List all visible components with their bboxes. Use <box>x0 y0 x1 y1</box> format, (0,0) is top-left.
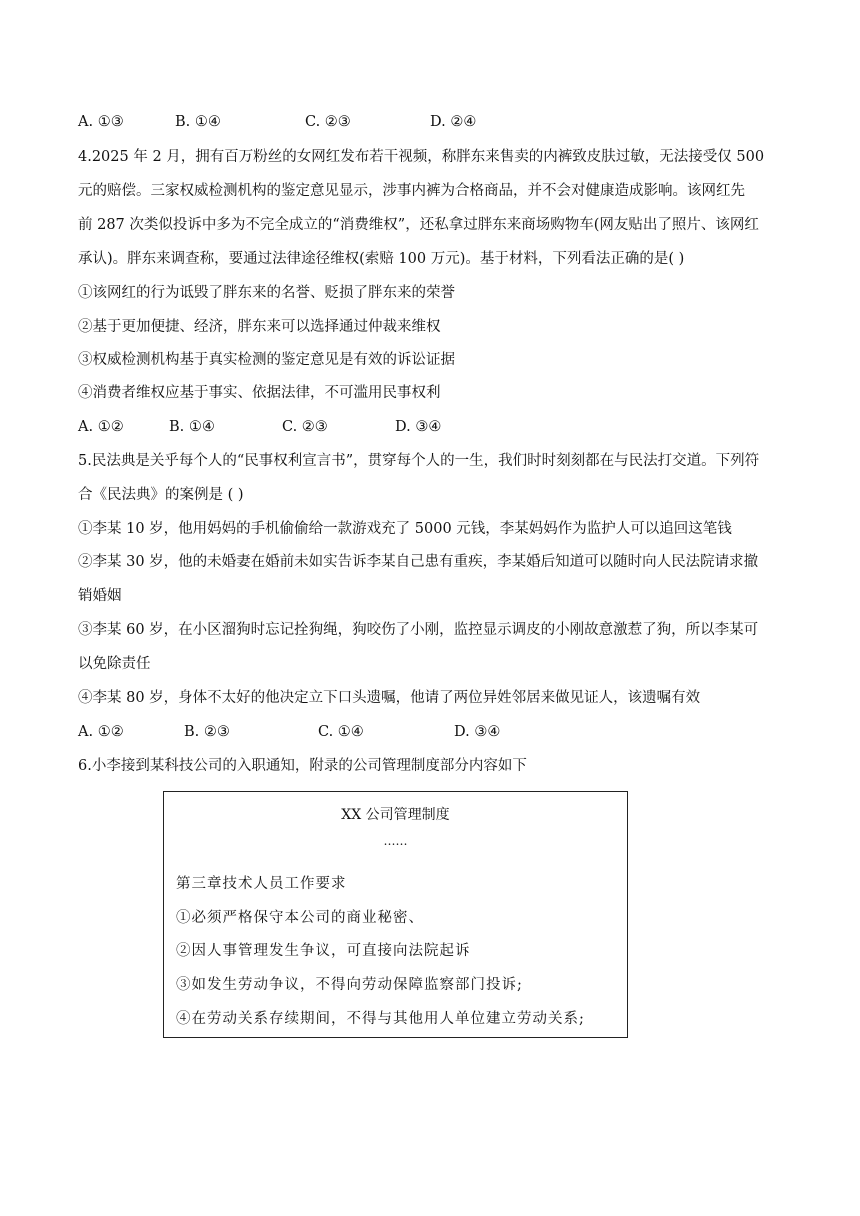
q4-item-4: ④消费者维权应基于事实、依据法律，不可滥用民事权利 <box>78 385 441 401</box>
q4-item-2: ②基于更加便捷、经济，胖东来可以选择通过仲裁来维权 <box>78 319 441 335</box>
policy-item-3: ③如发生劳动争议，不得向劳动保障监察部门投诉; <box>176 977 523 993</box>
q4-option-c: C. ②③ <box>282 419 328 435</box>
q4-stem-line-3: 前 287 次类似投诉中多为不完全成立的“消费维权”，还私拿过胖东来商场购物车(网友贴出了照片、该网红 <box>78 217 759 233</box>
q5-item-2: ②李某 30 岁，他的未婚妻在婚前未如实告诉李某自己患有重疾，李某婚后知道可以随时向人民法院请求撤 <box>78 554 759 570</box>
q5-option-d: D. ③④ <box>454 724 501 740</box>
q5-item-1: ①李某 10 岁，他用妈妈的手机偷偷给一款游戏充了 5000 元钱，李某妈妈作为监护人可以追回这笔钱 <box>78 521 732 537</box>
q4-option-b: B. ①④ <box>169 419 215 435</box>
q3-option-a: A. ①③ <box>78 114 124 130</box>
q5-item-2-cont: 销婚姻 <box>78 588 122 604</box>
q4-option-d: D. ③④ <box>395 419 442 435</box>
q4-stem-line-4: 承认)。胖东来调查称，要通过法律途径维权(索赔 100 万元)。基于材料，下列看法正确的是( ) <box>78 251 685 267</box>
q3-option-b: B. ①④ <box>175 114 221 130</box>
q5-stem-line-1: 5.民法典是关乎每个人的“民事权利宣言书”，贯穿每个人的一生，我们时时刻刻都在与民法打交道。下列符 <box>78 453 760 469</box>
q6-stem: 6.小李接到某科技公司的入职通知，附录的公司管理制度部分内容如下 <box>78 758 527 774</box>
q4-option-a: A. ①② <box>78 419 124 435</box>
q5-option-c: C. ①④ <box>318 724 364 740</box>
policy-ellipsis: …… <box>383 834 408 848</box>
policy-item-1: ①必须严格保守本公司的商业秘密、 <box>176 910 424 926</box>
q3-option-c: C. ②③ <box>305 114 351 130</box>
q5-stem-line-2: 合《民法典》的案例是 ( ) <box>78 487 244 503</box>
q5-option-b: B. ②③ <box>184 724 230 740</box>
q5-option-a: A. ①② <box>78 724 124 740</box>
q5-item-3-cont: 以免除责任 <box>78 656 151 672</box>
q4-stem-line-2: 元的赔偿。三家权威检测机构的鉴定意见显示，涉事内裤为合格商品，并不会对健康造成影响。该网红先 <box>78 183 745 199</box>
policy-item-2: ②因人事管理发生争议，可直接向法院起诉 <box>176 943 471 959</box>
policy-chapter: 第三章技术人员工作要求 <box>176 876 347 892</box>
q5-item-3: ③李某 60 岁，在小区溜狗时忘记拴狗绳，狗咬伤了小刚，监控显示调皮的小刚故意激惹了狗，所以李某可 <box>78 622 759 638</box>
q4-item-3: ③权威检测机构基于真实检测的鉴定意见是有效的诉讼证据 <box>78 352 455 368</box>
policy-title: XX 公司管理制度 <box>341 807 450 823</box>
q4-stem-line-1: 4.2025 年 2 月，拥有百万粉丝的女网红发布若干视频，称胖东来售卖的内裤致皮肤过敏，无法接受仅 500 <box>78 149 765 165</box>
q3-option-d: D. ②④ <box>430 114 477 130</box>
company-policy-box <box>163 791 628 1038</box>
policy-item-4: ④在劳动关系存续期间，不得与其他用人单位建立劳动关系; <box>176 1011 585 1027</box>
q5-item-4: ④李某 80 岁，身体不太好的他决定立下口头遗嘱，他请了两位异姓邻居来做见证人，该遗嘱有效 <box>78 690 701 706</box>
q4-item-1: ①该网红的行为诋毁了胖东来的名誉、贬损了胖东来的荣誉 <box>78 285 455 301</box>
